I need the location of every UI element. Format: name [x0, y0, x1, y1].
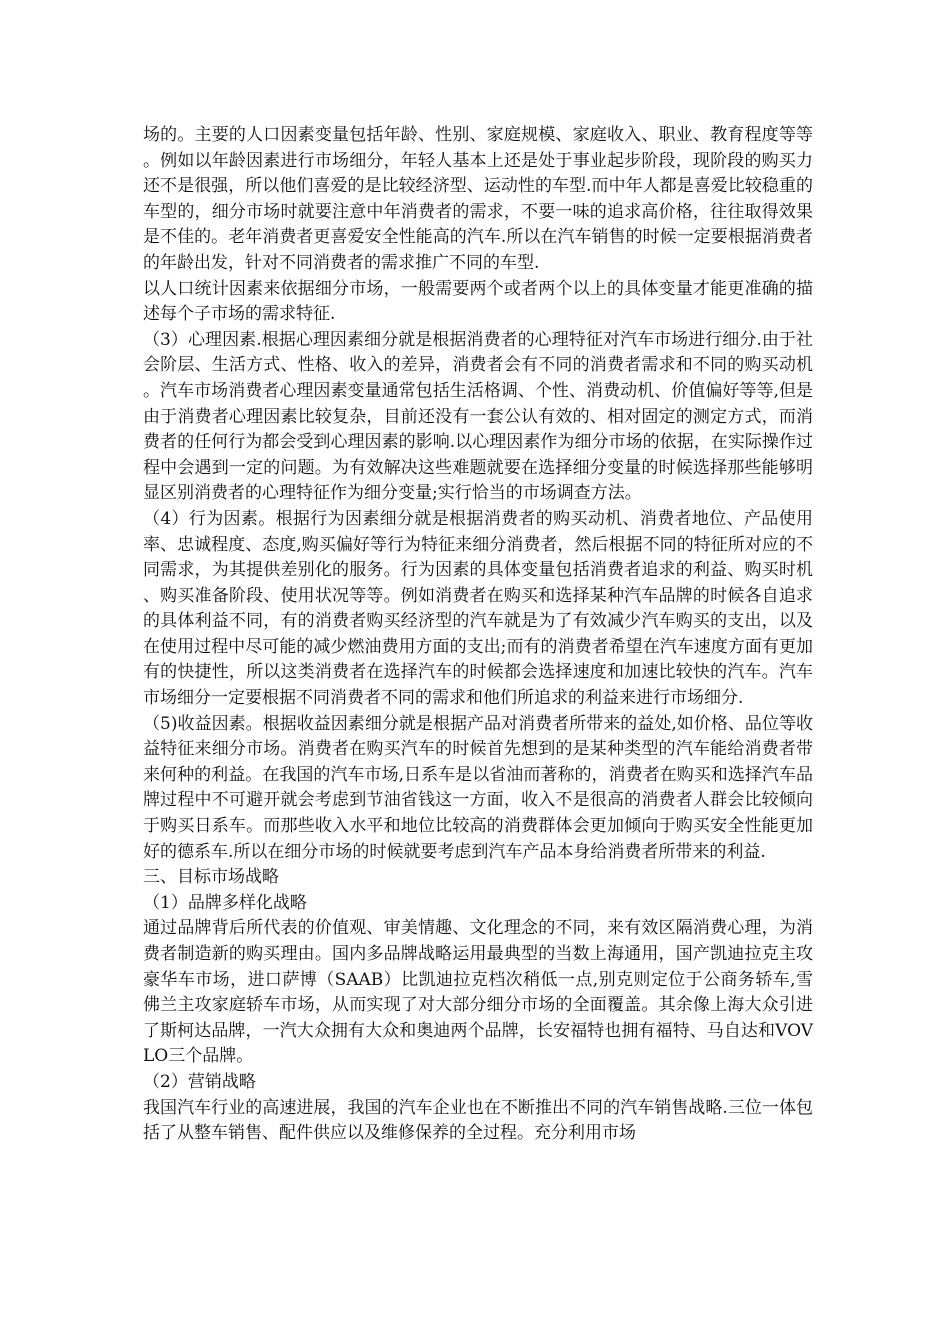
- subheading-marketing-strategy: （2）营销战略: [143, 1071, 256, 1092]
- paragraph-demographic-variables: 以人口统计因素来依据细分市场，一般需要两个或者两个以上的具体变量才能更准确的描述每个子市场的需求特征.: [143, 278, 813, 325]
- paragraph-age-factor: 场的。主要的人口因素变量包括年龄、性别、家庭规模、家庭收入、职业、教育程度等等。例如以年龄因素进行市场细分，年轻人基本上还是处于事业起步阶段，现阶段的购买力还不是很强，所以他们喜爱的是比较经济型、运动性的车型.而中年人都是喜爱比较稳重的车型的，细分市场时就要注意中年消费者的需求，不要一味的追求高价格，往往取得效果是不佳的。老年消费者更喜爱安全性能高的汽车.所以在汽车销售的时候一定要根据消费者的年龄出发，针对不同消费者的需求推广不同的车型.: [143, 125, 813, 273]
- paragraph-benefit-factor: （5)收益因素。根据收益因素细分就是根据产品对消费者所带来的益处,如价格、品位等收益特征来细分市场。消费者在购买汽车的时候首先想到的是某种类型的汽车能给消费者带来何种的利益。在我国的汽车市场,日系车是以省油而著称的，消费者在购买和选择汽车品牌过程中不可避开就会考虑到节油省钱这一方面，收入不是很高的消费者人群会比较倾向于购买日系车。而那些收入水平和地位比较高的消费群体会更加倾向于购买安全性能更加好的德系车.所以在细分市场的时候就要考虑到汽车产品本身给消费者所带来的利益.: [143, 713, 813, 862]
- section-heading-target-market-strategy: 三、目标市场战略: [143, 867, 279, 888]
- document-body: [143, 123, 813, 1147]
- subheading-brand-diversification: （1）品牌多样化战略: [143, 892, 307, 913]
- paragraph-behavioral-factor: （4）行为因素。根据行为因素细分就是根据消费者的购买动机、消费者地位、产品使用率、忠诚程度、态度,购买偏好等行为特征来细分消费者，然后根据不同的特征所对应的不同需求，为其提供差别化的服务。行为因素的具体变量包括消费者追求的利益、购买时机、购买准备阶段、使用状况等等。例如消费者在购买和选择某种汽车品牌的时候各自追求的具体利益不同，有的消费者购买经济型的汽车就是为了有效减少汽车购买的支出，以及在使用过程中尽可能的减少燃油费用方面的支出;而有的消费者希望在汽车速度方面有更加有的快捷性，所以这类消费者在选择汽车的时候都会选择速度和加速比较快的汽车。汽车市场细分一定要根据不同消费者不同的需求和他们所追求的利益来进行市场细分.: [143, 508, 813, 709]
- paragraph-marketing-strategy: 我国汽车行业的高速进展，我国的汽车企业也在不断推出不同的汽车销售战略.三位一体包括了从整车销售、配件供应以及维修保养的全过程。充分利用市场: [143, 1097, 813, 1144]
- paragraph-brand-diversification: 通过品牌背后所代表的价值观、审美情趣、文化理念的不同，来有效区隔消费心理，为消费者制造新的购买理由。国内多品牌战略运用最典型的当数上海通用，国产凯迪拉克主攻豪华车市场，进口萨博（SAAB）比凯迪拉克档次稍低一点,别克则定位于公商务轿车,雪佛兰主攻家庭轿车市场，从而实现了对大部分细分市场的全面覆盖。其余像上海大众引进了斯柯达品牌，一汽大众拥有大众和奥迪两个品牌，长安福特也拥有福特、马自达和VOVLO三个品牌。: [143, 918, 813, 1067]
- paragraph-psychological-factor: （3）心理因素.根据心理因素细分就是根据消费者的心理特征对汽车市场进行细分.由于社会阶层、生活方式、性格、收入的差异，消费者会有不同的消费者需求和不同的购买动机。汽车市场消费者心理因素变量通常包括生活格调、个性、消费动机、价值偏好等等,但是由于消费者心理因素比较复杂，目前还没有一套公认有效的、相对固定的测定方式，而消费者的任何行为都会受到心理因素的影响.以心理因素作为细分市场的依据，在实际操作过程中会遇到一定的问题。为有效解决这些难题就要在选择细分变量的时候选择那些能够明显区别消费者的心理特征作为细分变量;实行恰当的市场调查方法。: [143, 329, 813, 504]
